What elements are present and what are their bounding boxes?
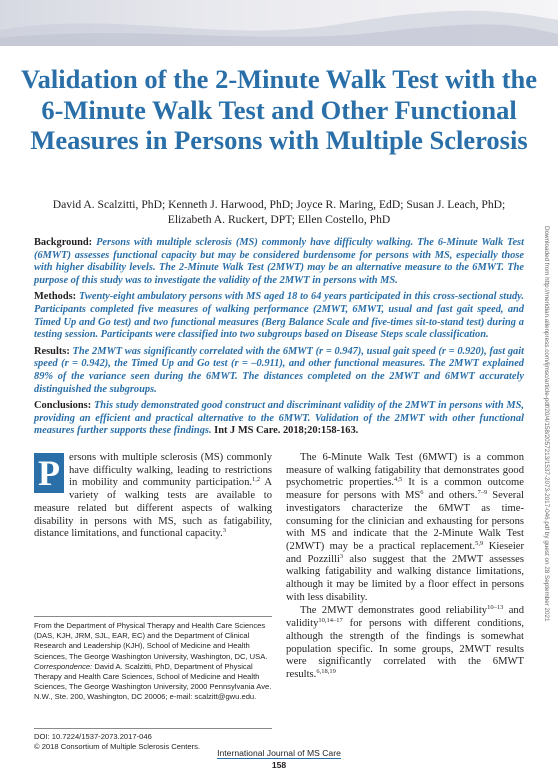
doi: DOI: 10.7224/1537-2073.2017-046 bbox=[34, 732, 152, 741]
methods-text: Twenty-eight ambulatory persons with MS aged 18 to 64 years participated in this cross-sectional study. Participants completed five measures of walking performance (2MWT, 6MWT, usual and fast gait speed, and Timed Up and Go test) and two functional measures (Berg Balance Scale and five-times sit-to-stand test) during a testing session. Participants were classified into two subgroups based on Disease Steps scale classification. bbox=[34, 291, 524, 341]
body-paragraph-2 bbox=[286, 605, 524, 681]
abstract bbox=[34, 237, 524, 442]
body-paragraph-1 bbox=[286, 452, 524, 604]
ref-sup: 6,18,19 bbox=[316, 667, 336, 675]
journal-name-text: International Journal of MS Care bbox=[217, 748, 341, 758]
abstract-background bbox=[34, 237, 524, 287]
header-wave-decoration bbox=[0, 0, 558, 46]
p1-text-f: also suggest that the 2MWT assesses walking fatigability and walking distance limitations, although it may be limited by a floor effect in persons with less disability. bbox=[286, 553, 524, 603]
ref-sup: 4,5 bbox=[394, 476, 403, 484]
conclusions-text: This study demonstrated good construct and discriminant validity of the 2MWT in persons with MS, providing an efficient and practical alternative to the 6MWT. Validation of the 2MWT with other functional measures further supports these findings. bbox=[34, 400, 524, 437]
drop-cap: P bbox=[34, 453, 64, 493]
results-label: Results: bbox=[34, 345, 70, 357]
results-text: The 2MWT was significantly correlated with the 6MWT (r = 0.947), usual gait speed (r = 0.920), fast gait speed (r = 0.942), the Timed Up and Go test (r = –0.911), and other functional measures. The 2MWT explained 89% of the variance seen during the 6MWT. The distances completed on the 2MWT and 6MWT accurately distinguished the subgroups. bbox=[34, 345, 524, 395]
correspondence-label: Correspondence: bbox=[34, 661, 93, 671]
intro-text-2: A variety of walking tests are available to measure related but different aspects of walking disability in persons with MS, such as fatigability, distance limitations, and functional capacity. bbox=[34, 477, 272, 540]
page-number: 158 bbox=[271, 760, 287, 770]
journal-name bbox=[0, 748, 558, 758]
background-label: Background: bbox=[34, 237, 93, 248]
ref-sup: 10,14–17 bbox=[318, 617, 343, 625]
abstract-conclusions bbox=[34, 400, 524, 438]
citation: Int J MS Care. 2018;20:158-163. bbox=[214, 425, 359, 437]
p2-text-b: and validity bbox=[286, 605, 524, 630]
ref-sup: 1,2 bbox=[252, 476, 261, 484]
p1-text-c: and others. bbox=[423, 490, 478, 502]
left-column bbox=[34, 452, 272, 541]
authors-line-1: David A. Scalzitti, PhD; Kenneth J. Harwood, PhD; Joyce R. Maring, EdD; Susan J. Leach, PhD; bbox=[52, 198, 506, 211]
ref-sup: 6 bbox=[420, 489, 424, 497]
p1-text-e: Kieseier and Pozzilli bbox=[286, 540, 524, 565]
intro-paragraph bbox=[34, 452, 272, 541]
correspondence-text: David A. Scalzitti, PhD, Department of Physical Therapy and Health Care Sciences, School of Medicine and Health Sciences, The George Washington University, 2000 Pennsylvania Ave. N.W., Ste. 200, Washington, DC 20006; e-mail: scalzitt@gwu.edu. bbox=[34, 661, 272, 702]
methods-label: Methods: bbox=[34, 291, 77, 303]
conclusions-label: Conclusions: bbox=[34, 400, 92, 412]
background-text: Persons with multiple sclerosis (MS) commonly have difficulty walking. The 6-Minute Walk Test (6MWT) assesses functional capacity but may be considered burdensome for persons with MS, especially those with higher disability levels. The 2-Minute Walk Test (2MWT) may be an alternative measure to the 6MWT. The purpose of this study was to investigate the validity of the 2MWT in persons with MS. bbox=[34, 237, 524, 286]
author-list bbox=[20, 198, 538, 227]
p1-text-b: It is a common outcome measure for persons with MS bbox=[286, 477, 524, 502]
ref-sup: 5,9 bbox=[475, 539, 484, 547]
affiliation-block bbox=[34, 616, 272, 703]
p2-text-a: The 2MWT demonstrates good reliability bbox=[300, 605, 488, 617]
download-note: Downloaded from http://meridian.allenpress.com/ijmsc/article-pdf/20/4/158/2057213/1537-2073-2017-046.pdf by guest on 28 September 2021 bbox=[543, 226, 550, 622]
ref-sup: 7–9 bbox=[477, 489, 488, 497]
right-column bbox=[286, 452, 524, 682]
p1-text-d: Several investigators characterize the 6MWT as time-consuming for the clinician and exhausting for persons with MS and indicate that the 2-Minute Walk Test (2MWT) may be a practical replacement. bbox=[286, 490, 524, 552]
ref-sup: 3 bbox=[222, 527, 227, 535]
header-band bbox=[0, 0, 558, 46]
authors-line-2: Elizabeth A. Ruckert, DPT; Ellen Costello, PhD bbox=[167, 212, 391, 226]
abstract-results bbox=[34, 346, 524, 396]
intro-text-1: ersons with multiple sclerosis (MS) commonly have difficulty walking, leading to restrictions in mobility and community participation. bbox=[69, 452, 272, 489]
abstract-methods bbox=[34, 291, 524, 341]
copyright: © 2018 Consortium of Multiple Sclerosis Centers. bbox=[34, 742, 200, 752]
affiliation-text: From the Department of Physical Therapy and Health Care Sciences (DAS, KJH, JRM, SJL, EAR, EC) and the Department of Clinical Research and Leadership (KJH), School of Medicine and Health Sciences, The George Washington University, Washington, DC, USA. bbox=[34, 621, 268, 661]
p2-text-c: for persons with different conditions, although the strength of the findings is somewhat population specific. In some groups, 2MWT results were significantly correlated with the 6MWT results. bbox=[286, 618, 524, 680]
article-title: Validation of the 2-Minute Walk Test with the 6-Minute Walk Test and Other Functional Measures in Persons with Multiple Sclerosis bbox=[20, 64, 538, 155]
ref-sup: 10–13 bbox=[487, 604, 504, 612]
ref-sup: 3 bbox=[339, 552, 344, 560]
p1-text-a: The 6-Minute Walk Test (6MWT) is a common measure of walking fatigability that demonstrates good psychometric properties. bbox=[286, 452, 524, 489]
